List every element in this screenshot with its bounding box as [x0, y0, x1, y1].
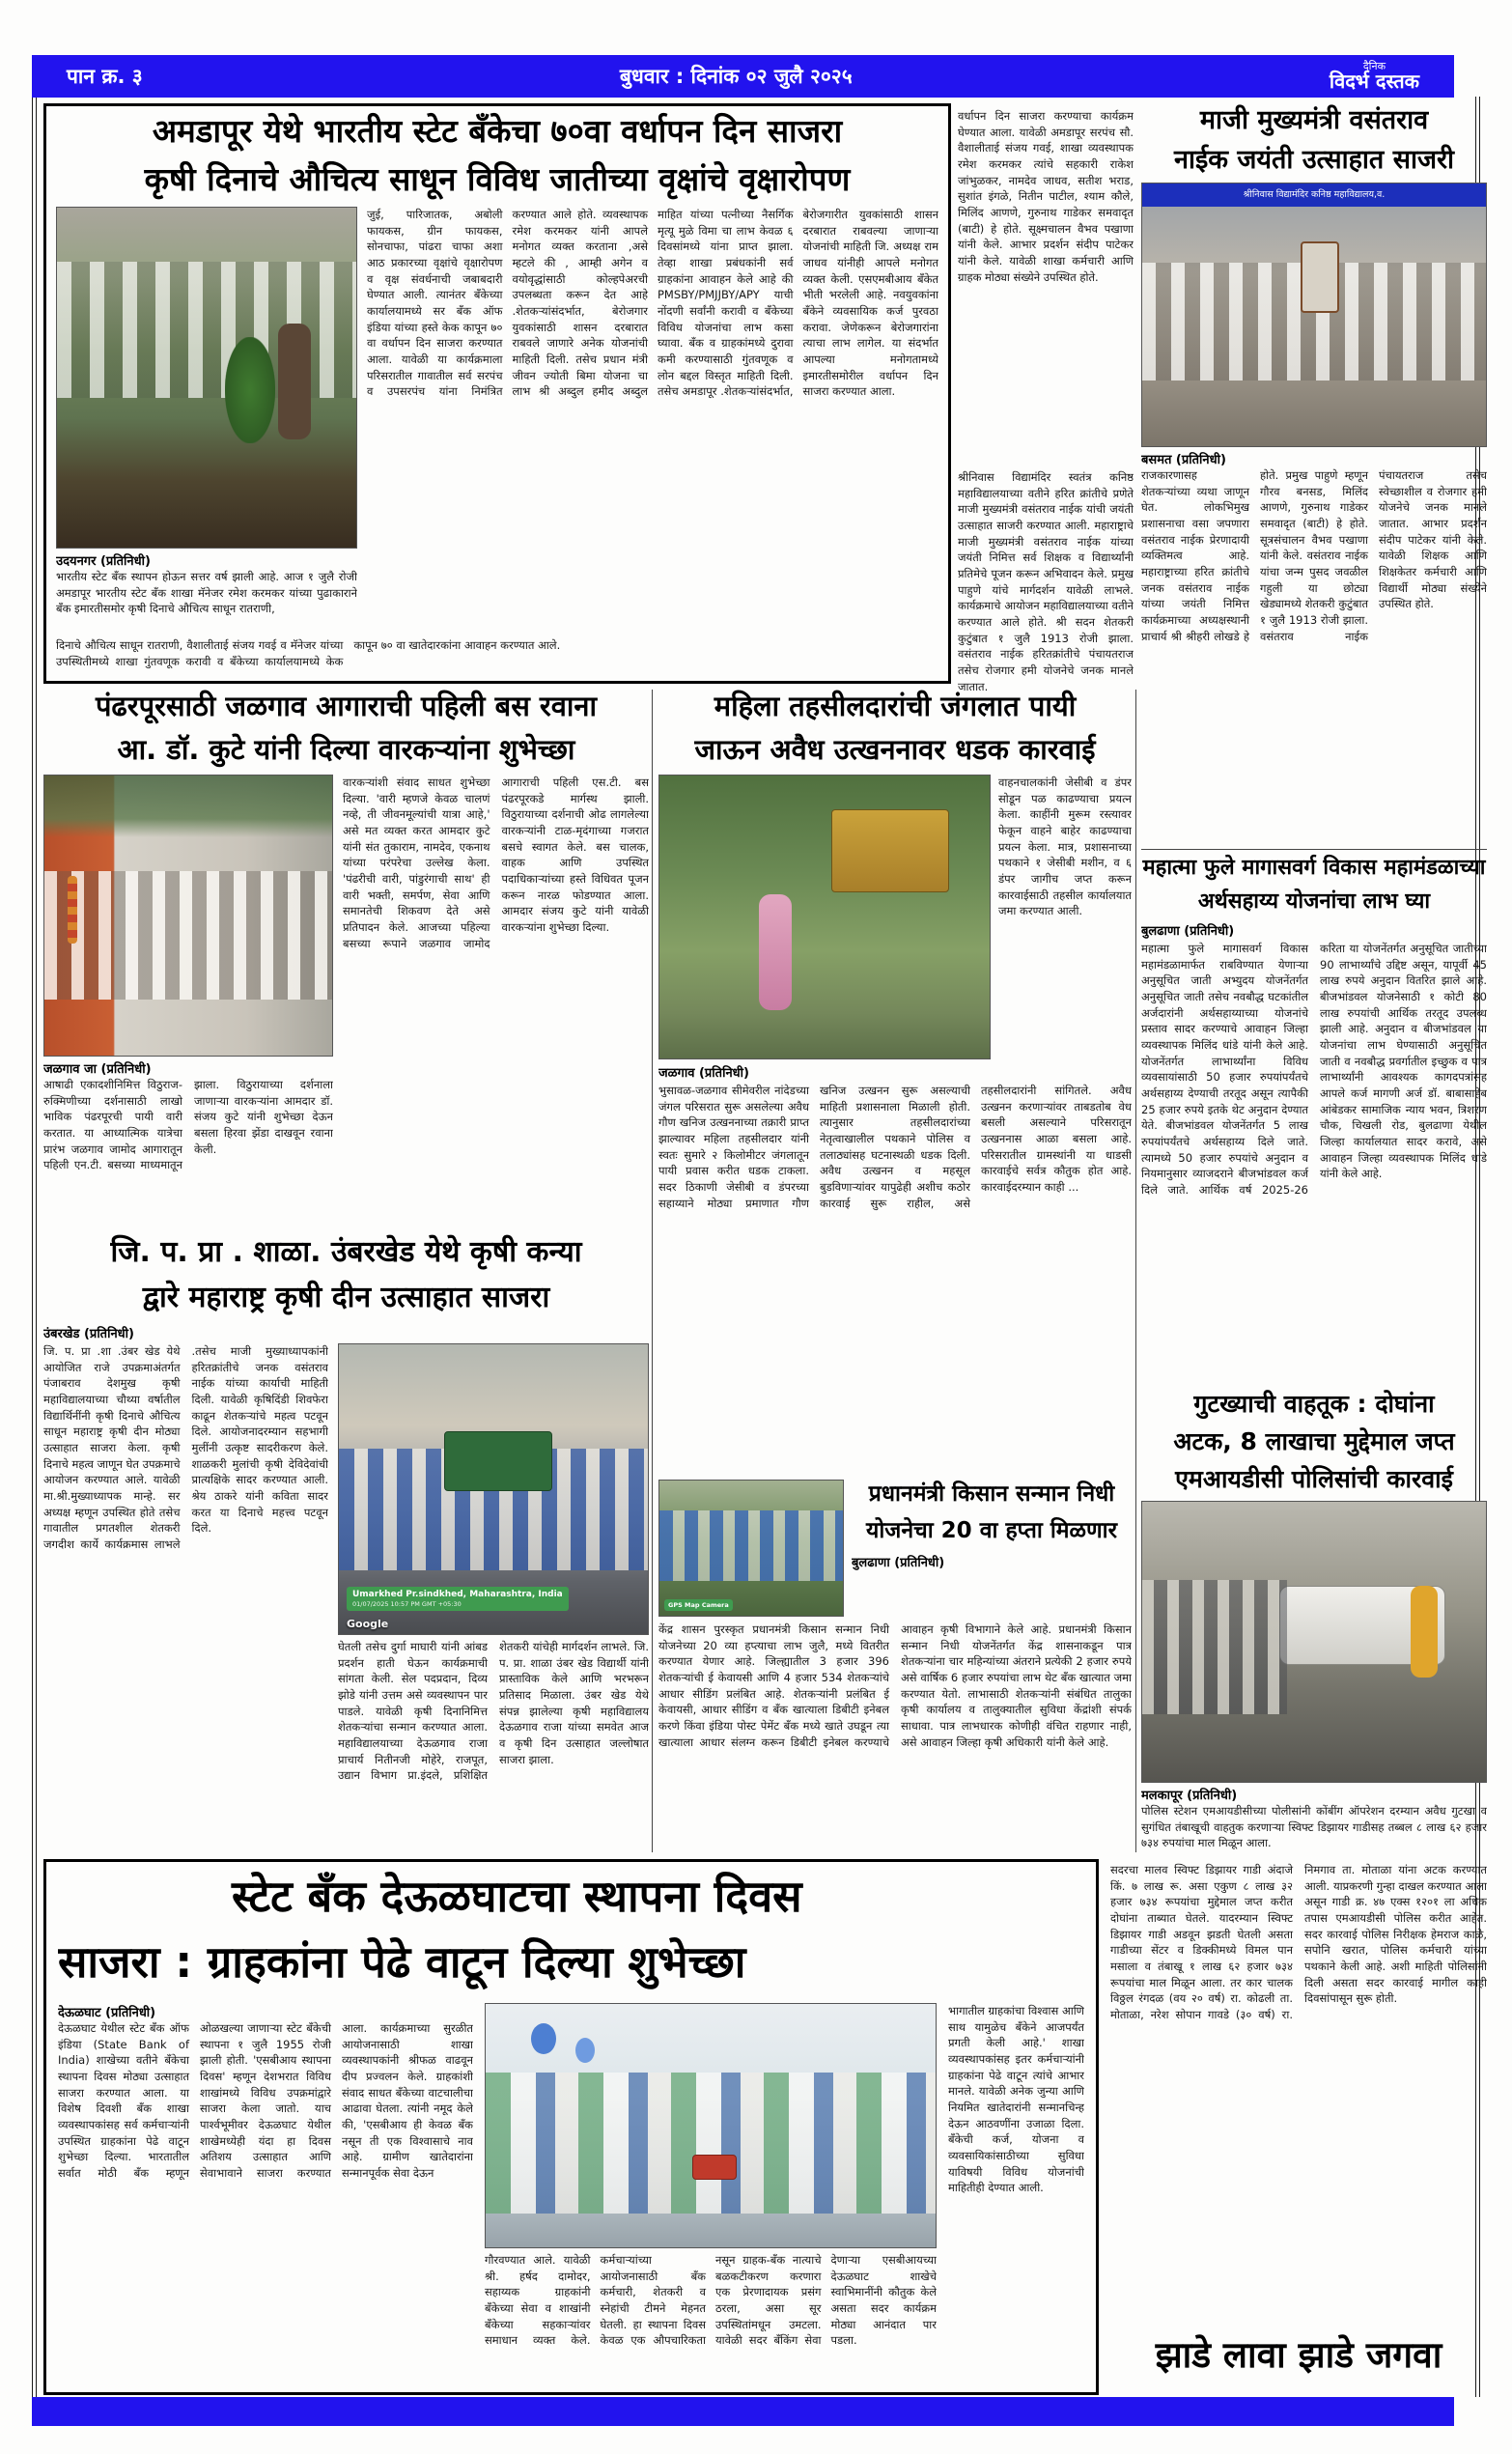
bus-dateline: जळगाव जा (प्रतिनिधी)	[43, 1062, 152, 1077]
gutkha-intro-text: पोलिस स्टेशन एमआयडीसीच्या पोलीसांनी कोंबींग ऑपरेशन दरम्यान अवैध गुटखा व सुगंधित तंबाखूची वाहतुक करणाऱ्या स्विफ्ट डिझायर गाडीसह तब्बल ८ लाख ६२ हजार ७३४ रुपयांचा माल मिळून आला.	[1141, 1804, 1487, 1850]
phule-body-columns: महात्मा फुले मागासवर्ग विकास महामंडळामार्फत राबविण्यात येणाऱ्या अनुसूचित जाती अभ्युदय योजनेंतर्गत अनुसूचित जाती तसेच नवबौद्ध घटकांतील अर्जदारांनी अर्थसहाय्याच्या योजनांचे प्रस्ताव सादर करण्याचे आवाहन जिल्हा व्यवस्थापक मिलिंद धांडे यांनी केले आहे. योजनेंतर्गत लाभार्थ्यांना विविध व्यवसायांसाठी 50 हजार रुपयांपर्यंतचे अर्थसहाय्य देण्याची तरतूद असून त्यापैकी 25 हजार रुपये इतके थेट अनुदान देण्यात येते. बीजभांडवल योजनेंतर्गत 5 लाख रुपयांपर्यंतचे अर्थसहाय्य दिले जाते. त्यामध्ये 50 हजार रुपयांचे अनुदान व नियमानुसार व्याजदराने बीजभांडवल कर्ज दिले जाते. आर्थिक वर्ष 2025-26 करिता या योजनेंतर्गत अनुसूचित जातीच्या 90 लाभार्थ्यांचे उद्दिष्ट असून, यापूर्वी 45 लाख रुपये अनुदान वितरित झाले आहे. बीजभांडवल योजनेसाठी १ कोटी 80 लाख रुपयांची आर्थिक तरतूद उपलब्ध झाली आहे. अनुदान व बीजभांडवल या योजनांचा लाभ घेण्यासाठी अनुसूचित जाती व नवबौद्ध प्रवर्गातील इच्छुक व पात्र लाभार्थ्यांनी आवश्यक कागदपत्रांसह आपले कर्ज मागणी अर्ज डॉ. बाबासाहेब आंबेडकर सामाजिक न्याय भवन, त्रिशरण चौक, चिखली रोड, बुलढाणा येथील जिल्हा कार्यालयात सादर करावे, असे आवाहन जिल्हा व्यवस्थापक मिलिंद धांडे यांनी केले आहे.	[1141, 942, 1487, 1198]
sbi-headline-2: कृषी दिनाचे औचित्य साधून विविध जातीच्या वृक्षांचे वृक्षारोपण	[144, 160, 851, 198]
photo-forest-raid	[658, 775, 991, 1059]
school-bottom-columns: घेतली तसेच दुर्गा माघारी यांनी आंबड प्रदर्शन हाती घेऊन कार्यक्रमाची सांगता केली. सेल पदप्रदान, दिव्य झोडे यांनी उत्तम असे व्यवस्थापन पार पाडले. यावेळी कृषी दिनानिमित्त शेतकऱ्यांचा सन्मान करण्यात आला. महाविद्यालयाच्या देऊळगाव राजा प्राचार्य नितीनजी मोहेरे, राजपूत, उद्यान विभाग प्रा.इंदले, प्रशिक्षित शेतकरी यांचेही मार्गदर्शन लाभले. जि. प. प्रा. शाळा उंबर खेड विद्यार्थी यांनी प्रास्ताविक केले आणि भरभरून प्रतिसाद मिळाला. उंबर खेड येथे संपन्न झालेल्या कृषी महाविद्यालय देऊळगाव राजा यांच्या समवेत आज व कृषी दिन उत्साहात जल्लोषात साजरा झाला.	[338, 1640, 649, 1783]
article-deulghat-foundation	[43, 1859, 1099, 2395]
naik-dateline: बसमत (प्रतिनिधी)	[1141, 453, 1226, 467]
gps-location-text: Umarkhed Pr.sindkhed, Maharashtra, India	[352, 1589, 563, 1599]
gutkha-continuation-columns: सदरचा मालव स्विफ्ट डिझायर गाडी अंदाजे किं. ७ लाख रू. असा एकुण ८ लाख ३२ हजार ७३४ रूपयांचा मुद्देमाल जप्त करीत दोघांना ताब्यात घेतले. यादरम्यान स्विफ्ट डिझायर गाडी अडवून झडती घेतली असता गाडीच्या सेंटर व डिक्कीमध्ये विमल पान मसाला व तंबाखू १ लाख ६२ हजार ७३४ रूपयांचा माल मिळून आला. तर कार चालक विठ्ठल रंगदळ (वय २० वर्ष) रा. कोढली ता. मोताळा, नरेश सोपान गावडे (३० वर्ष) रा. निमगाव ता. मोताळा यांना अटक करण्यात आली. याप्रकरणी गुन्हा दाखल करण्यात आला असून गाडी क्र. ४७ एक्स १२०१ ला अधिक तपास एमआयडीसी पोलिस करीत आहेत. सदर कारवाई पोलिस निरीक्षक हेमराज काळे, सपोनि खरात, पोलिस कर्मचारी यांच्या पथकाने केली आहे. अशी माहिती पोलिसांनी दिली असता सदर कारवाई मागील काही दिवसांपासून सुरू होती.	[1110, 1863, 1487, 2022]
brand-daily-label: दैनिक	[1362, 59, 1386, 72]
dumper-truck-shape	[831, 809, 949, 892]
article-school-krishi-din	[43, 1233, 649, 1851]
bus-headline-1: पंढरपूरसाठी जळगाव आगाराची पहिली बस रवाना	[95, 690, 598, 722]
tehsildar-dateline: जळगाव (प्रतिनिधी)	[658, 1066, 749, 1081]
police-figures	[1142, 1580, 1287, 1714]
article-pandharpur-bus	[43, 688, 649, 1226]
photo-bus-flagoff	[43, 775, 333, 1057]
left-page-rule	[32, 97, 37, 2397]
green-banner-shape	[444, 1431, 552, 1491]
photo-police-car	[1141, 1501, 1487, 1783]
gps-timestamp-text: 01/07/2025 10:57 PM GMT +05:30	[352, 1599, 462, 1608]
staff-figures	[486, 2073, 936, 2214]
kisan-headline-1: प्रधानमंत्री किसान सन्मान निधी	[868, 1481, 1115, 1507]
tehsildar-body-columns: भुसावळ-जळगाव सीमेवरील नांदेडच्या जंगल परिसरात सुरू असलेल्या अवैध गौण खनिज उत्खननाच्या तक्रारी प्राप्त झाल्यावर महिला तहसीलदार यांनी स्वतः सुमारे २ किलोमीटर जंगलातून पायी प्रवास करीत धडक टाकला. सदर ठिकाणी जेसीबी व डंपरच्या सहाय्याने मोठ्या प्रमाणात गौण खनिज उत्खनन सुरू असल्याची माहिती प्रशासनाला मिळाली होती. त्यानुसार तहसीलदारांच्या नेतृत्वाखालील पथकाने पोलिस व तलाठ्यांसह घटनास्थळी धडक दिली. अवैध उत्खनन व महसूल बुडविणाऱ्यांवर यापुढेही अशीच कठोर कारवाई सुरू राहील, असे तहसीलदारांनी सांगितले. अवैध उत्खनन करणाऱ्यांवर ताबडतोब वेध बसली असल्याने परिसरातून उत्खननास आळा बसला आहे. परिसरातील ग्रामस्थांनी या धाडसी कारवाईचे सर्वत्र कौतुक होत आहे. कारवाईदरम्यान काही ...	[658, 1084, 1132, 1210]
balloon-shape-2	[575, 2038, 595, 2063]
sbi-dateline: उदयनगर (प्रतिनिधी)	[56, 554, 151, 569]
photo-bank-sweets	[485, 2003, 937, 2248]
sweet-box-shape	[692, 2155, 737, 2180]
photo-farm-group	[658, 1480, 844, 1617]
sbi-underphoto-text: भारतीय स्टेट बँक स्थापन होऊन सत्तर वर्ष झाली आहे. आज १ जुलै रोजी अमडापूर भारतीय स्टेट बँक शाखा मॅनेजर रमेश करमकर यांच्या पुढाकाराने बँक इमारतीसमोर कृषी दिनाचे औचित्य साधून रातराणी,	[56, 570, 357, 616]
article-gutkha-seizure	[1141, 1388, 1487, 1852]
brand-name: विदर्भ दस्तक	[1329, 70, 1419, 94]
photo-school-event	[338, 1343, 649, 1635]
college-banner: श्रीनिवास विद्यामंदिर कनिष्ठ महाविद्यालय,व.	[1142, 183, 1486, 207]
sbi-bottom-columns: दिनाचे औचित्य साधून रातराणी, वैशालीताई संजय गवई व मॅनेजर यांच्या उपस्थितीमध्ये शाखा गुंतवणूक करावी व बँकेच्या कार्यालयामध्ये केक कापून ७० वा खातेदारकांना आवाहन करण्यात आले.	[56, 638, 561, 668]
blue-shirt-figures	[659, 1510, 843, 1581]
gps-overlay	[347, 1587, 569, 1611]
phule-dateline: बुलढाणा (प्रतिनिधी)	[1141, 924, 1235, 939]
masthead-bar	[32, 55, 1454, 98]
google-watermark: Google	[347, 1618, 389, 1630]
sbi-continuation-column: वर्धापन दिन साजरा करण्याचा कार्यक्रम घेण्यात आला. यावेळी अमडापूर सरपंच सौ. वैशालीताई संजय गवई, शाखा व्यवस्थापक रमेश करमकर त्यांचे सहकारी राकेश जांभुळकर, नामदेव जाधव, सतीश भराड, सुशांत इंगळे, नितीन पाटील, श्याम कौले, मिलिंद आणणे, गुरुनाथ गाडेकर समवादृत (बाटी) हे होते. सूक्ष्मचालन वैभव पखाणा यांनी केले. आभार प्रदर्शन संदीप पाटेकर यांनी केले. यावेळी शाखा कर्मचारी आणि ग्राहक मोठ्या संख्येने उपस्थित होते.	[958, 109, 1134, 284]
bus-underphoto-text: आषाढी एकादशीनिमित्त विठुराज-रुक्मिणीच्या दर्शनासाठी लाखो भाविक पंढरपूरची पायी वारी करतात. या आध्यात्मिक यात्रेचा प्रारंभ जळगाव जामोद आगारातून पहिली एन.टी. बसच्या माध्यमातून झाला. विठुरायाच्या दर्शनाला जाणाऱ्या वारकऱ्यांना आमदार डॉ. संजय कुटे यांनी शुभेच्छा देऊन बसला हिरवा झेंडा दाखवून रवाना केली.	[43, 1078, 333, 1172]
slogan-plant-trees: झाडे लावा झाडे जगवा	[1155, 2334, 1442, 2376]
page-number: पान क्र. ३	[67, 65, 143, 88]
gutkha-headline-3: एमआयडीसी पोलिसांची कारवाई	[1175, 1465, 1453, 1493]
tehsildar-headline-1: महिला तहसीलदारांची जंगलात पायी	[714, 690, 1077, 722]
bus-body-columns: वारकऱ्यांशी संवाद साधत शुभेच्छा दिल्या. 'वारी म्हणजे केवळ चालणं नव्हे, ती जीवनमूल्यांची यात्रा आहे,' असे मत व्यक्त करत आमदार कुटे यांनी संत तुकाराम, नामदेव, एकनाथ यांच्या परंपरेचा उल्लेख केला. 'पंढरीची वारी, पांडुरंगाची साथ' ही वारी भक्ती, समर्पण, सेवा आणि समानतेची शिकवण देते असे प्रतिपादन केले. आजच्या पहिल्या बसच्या रूपाने जळगाव जामोद आगाराची पहिली एस.टी. बस पंढरपूरकडे मार्गस्थ झाली. विठुरायाच्या दर्शनाची ओढ लागलेल्या वारकऱ्यांनी टाळ-मृदंगाच्या गजरात बसचे स्वागत केले. बस चालक, वाहक आणि उपस्थित पदाधिकाऱ्यांच्या हस्ते विधिवत पूजन करून नारळ फोडण्यात आला. आमदार संजय कुटे यांनी यावेळी वारकऱ्यांना शुभेच्छा दिल्या.	[343, 776, 649, 950]
school-headline-2: द्वारे महाराष्ट्र कृषी दीन उत्साहात साजरा	[142, 1281, 550, 1314]
gutkha-headline-1: गुटख्याची वाहतूक : दोघांना	[1193, 1390, 1435, 1418]
divider	[1141, 849, 1487, 850]
naik-headline-2: नाईक जयंती उत्साहात साजरी	[1173, 145, 1455, 175]
deulghat-bottom-columns: गौरवण्यात आले. यावेळी श्री. हर्षद दामोदर, सहाय्यक ग्राहकांनी बँकेच्या सेवा व शाखांनी बँकेच्या सहकाऱ्यांवर समाधान व्यक्त केले. कर्मचाऱ्यांच्या आयोजनासाठी बँक कर्मचारी, शेतकरी व स्नेहांची टीमने मेहनत घेतली. हा स्थापना दिवस केवळ एक औपचारिकता नसून ग्राहक-बँक नात्याचे बळकटीकरण करणारा एक प्रेरणादायक प्रसंग ठरला, असा सूर उपस्थितांमधून उमटला. यावेळी सदर बँकिंग सेवा देणाऱ्या एसबीआयच्या देऊळघाट शाखेचे स्वाभिमानींनी कौतुक केले असता सदर कार्यक्रम मोठ्या आनंदात पार पडला.	[485, 2253, 937, 2348]
portrait-chair-shape	[1301, 241, 1339, 313]
gps-camera-text: GPS Map Camera	[668, 1600, 729, 1609]
kisan-dateline: बुलढाणा (प्रतिनिधी)	[852, 1556, 945, 1570]
deulghat-left-columns: देऊळघाट येथील स्टेट बँक ऑफ इंडिया (State Bank of India) शाखेच्या वतीने बँकेचा स्थापना दिवस मोठ्या उत्साहात साजरा करण्यात आला. या विशेष दिवशी बँक शाखा व्यवस्थापकांसह सर्व कर्मचाऱ्यांनी उपस्थित ग्राहकांना पेढे वाटून शुभेच्छा दिल्या. भारतातील सर्वात मोठी बँक म्हणून ओळखल्या जाणाऱ्या स्टेट बँकेची स्थापना १ जुलै 1955 रोजी झाली होती. 'एसबीआय स्थापना दिवस' म्हणून देशभरात विविध शाखांमध्ये विविध उपक्रमांद्वारे साजरा केला जातो. याच पार्श्वभूमीवर देऊळघाट येथील शाखेमध्येही यंदा हा दिवस अतिशय उत्साहात आणि सेवाभावाने साजरा करण्यात आला. कार्यक्रमाच्या सुरळीत आयोजनासाठी शाखा व्यवस्थापकांनी श्रीफळ वाढवून दीप प्रज्वलन केले. ग्राहकांशी संवाद साधत बँकेच्या वाटचालीचा आढावा घेतला. त्यांनी नमूद केले की, 'एसबीआय ही केवळ बँक नसून ती एक विश्वासाचे नाव आहे. ग्रामीण खातेदारांना सन्मानपूर्वक सेवा देऊन	[58, 2021, 473, 2181]
crowd-figures	[44, 871, 332, 1000]
crowd-figures	[57, 262, 356, 398]
garland-shape	[68, 876, 77, 944]
yellow-shirt-figure	[1411, 1586, 1438, 1678]
deulghat-headline-1: स्टेट बँक देऊळघाटचा स्थापना दिवस	[232, 1871, 802, 1922]
kisan-headline-2: योजनेचा 20 वा हप्ता मिळणार	[865, 1518, 1118, 1543]
sapling-shape	[225, 337, 275, 443]
deulghat-right-column: भागातील ग्राहकांचा विश्वास आणि साथ यामुळेच बँकेने आजपर्यंत प्रगती केली आहे.' शाखा व्यवस्थापकांसह इतर कर्मचाऱ्यांनी ग्राहकांना पेढे वाटून त्यांचे आभार मानले. यावेळी अनेक जुन्या आणि नियमित खातेदारांनी सन्मानचिन्ह देऊन आठवणींना उजाळा दिला. बँकेची कर्ज, योजना व व्यवसायिकांसाठीच्या सुविधा याविषयी विविध योजनांची माहितीही देण्यात आली.	[948, 2004, 1084, 2195]
woman-pink-saree-shape	[759, 894, 792, 1010]
phule-headline-1: महात्मा फुले मागासवर्ग विकास महामंडळाच्या	[1142, 856, 1486, 880]
photo-naik-group	[1141, 183, 1487, 447]
divider	[652, 690, 653, 1852]
edition-date: बुधवार : दिनांक ०२ जुलै २०२५	[619, 65, 853, 88]
saree-figure-shape	[278, 324, 311, 439]
phule-headline-2: अर्थसहाय्य योजनांचा लाभ घ्या	[1197, 889, 1431, 914]
article-naik-jayanti	[1141, 103, 1487, 847]
article-pm-kisan	[658, 1480, 1132, 1852]
tehsildar-side-column: वाहनचालकांनी जेसीबी व डंपर सोडून पळ काढण्याचा प्रयत्न केला. काहींनी मुरूम रस्त्यावर फेकून वाहने बाहेर काढण्याचा प्रयत्न केला. मात्र, प्रशासनाच्या पथकाने १ जेसीबी मशीन, व ६ डंपर जागीच जप्त करून कारवाईसाठी तहसील कार्यालयात जमा करण्यात आली.	[998, 776, 1132, 918]
sbi-headline-1: अमडापूर येथे भारतीय स्टेट बँकेचा ७०वा वर्धापन दिन साजरा	[152, 112, 843, 150]
naik-headline-1: माजी मुख्यमंत्री वसंतराव	[1199, 105, 1429, 135]
naik-body-columns: राजकारणासह शेतकऱ्यांच्या व्यथा जाणून घेत. लोकभिमुख प्रशासनाचा वसा जपणारा वसंतराव नाईक प्रेरणादायी व्यक्तिमत्व आहे. महाराष्ट्राच्या हरित क्रांतीचे जनक वसंतराव नाईक यांच्या जयंती निमित्त कार्यक्रमाच्या अध्यक्षस्थानी प्राचार्य श्री श्रीहरी लोखडे हे होते. प्रमुख पाहुणे म्हणून गौरव बनसड, मिलिंद आणणे, गुरुनाथ गाडेकर समवादृत (बाटी) हे होते. सूत्रसंचालन वैभव पखाणा यांनी केले. वसंतराव नाईक यांचा जन्म पुसद जवळील गहुली या छोट्या खेड्यामध्ये शेतकरी कुटुंबात १ जुलै 1913 रोजी झाला. वसंतराव नाईक पंचायतराज तसेच स्वेच्छाशील व रोजगार हमी योजनेचे जनक मानले जातात. आभार प्रदर्शन संदीप पाटेकर यांनी केले. यावेळी शिक्षक आणि शिक्षकेतर कर्मचारी आणि विद्यार्थी मोठ्या संख्येने उपस्थित होते.	[1141, 468, 1487, 643]
deulghat-headline-2: साजरा : ग्राहकांना पेढे वाटून दिल्या शुभेच्छा	[58, 1936, 746, 1988]
kisan-body-columns: केंद्र शासन पुरस्कृत प्रधानमंत्री किसान सन्मान निधी योजनेच्या 20 व्या हप्त्याचा लाभ जुलै, मध्ये वितरीत करण्यात येणार आहे. जिल्ह्यातील 3 हजार 396 शेतकऱ्यांची ई केवायसी आणि 4 हजार 534 शेतकऱ्यांचे आधार सीडिंग प्रलंबित आहे. शेतकऱ्यांनी प्रलंबित ई केवायसी, आधार सीडिंग व बँक खात्याला डिबीटी इनेबल करणे किंवा इंडिया पोस्ट पेमेंट बँक मध्ये खाते उघडून त्या खात्याला आधार संलग्न करून डिबीटी इनेबल करण्याचे आवाहन कृषी विभागाने केले आहे. प्रधानमंत्री किसान सन्मान निधी योजनेंतर्गत केंद्र शासनाकडून पात्र शेतकऱ्यांना चार महिन्यांच्या अंतराने प्रत्येकी 2 हजार रुपये असे वार्षिक 6 हजार रुपयांचा लाभ थेट बँक खात्यात जमा करण्यात येतो. लाभासाठी शेतकऱ्यांनी संबंधित तालुका कृषी कार्यालय व तालुक्यातील सुविधा केंद्रांशी संपर्क साधावा. पात्र लाभधारक कोणीही वंचित राहणार नाही, असे आवाहन जिल्हा कृषी अधिकारी यांनी केले आहे.	[658, 1622, 1132, 1749]
article-tehsildar-raid	[658, 688, 1132, 1472]
gutkha-dateline: मलकापूर (प्रतिनिधी)	[1141, 1789, 1238, 1803]
bus-headline-2: आ. डॉ. कुटे यांनी दिल्या वारकऱ्यांना शुभेच्छा	[117, 733, 575, 766]
naik-lead-column: श्रीनिवास विद्यामंदिर स्वतंत्र कनिष्ठ महाविद्यालयाच्या वतीने हरित क्रांतीचे प्रणेते माजी मुख्यमंत्री वसंतराव नाईक यांची जयंती उत्साहात साजरी करण्यात आली. महाराष्ट्राचे माजी मुख्यमंत्री वसंतराव नाईक यांच्या जयंती निमित्त सर्व शिक्षक व विद्यार्थ्यांनी प्रतिमेचे पूजन करून अभिवादन केले. प्रमुख पाहुणे यांचे मार्गदर्शन यावेळी लाभले. कार्यक्रमाचे आयोजन महाविद्यालयाच्या वतीने करण्यात आले होते. श्री सदन शेतकरी कुटुंबात १ जुलै 1913 रोजी झाला. वसंतराव नाईक हरितक्रांतीचे पंचायतराज तसेच रोजगार हमी योजनेचे जनक मानले जातात.	[958, 470, 1134, 693]
trees-shape	[44, 776, 332, 837]
divider	[1135, 690, 1136, 1852]
tehsildar-headline-2: जाऊन अवैध उत्खननावर धडक कारवाई	[694, 733, 1096, 766]
deulghat-dateline: देऊळघाट (प्रतिनिधी)	[58, 2006, 156, 2020]
gutkha-headline-2: अटक, 8 लाखाचा मुद्देमाल जप्त	[1173, 1427, 1455, 1455]
sbi-body-columns: जुई, पारिजातक, अबोली फायकस, ग्रीन फायकस, सोनचाफा, पांढरा चाफा अशा आठ प्रकारच्या वृक्षांचे वृक्षारोपण व वृक्ष संवर्धनाची जबाबदारी घेण्यात आली. त्यानंतर बँकेच्या कार्यालयामध्ये सर बँक ऑफ इंडिया यांच्या हस्ते केक कापून ७० वा वर्धापन दिन साजरा करण्यात आला. यावेळी या कार्यक्रमाला परिसरातील गावातील सर्व सरपंच व उपसरपंच यांना निमंत्रित करण्यात आले होते. व्यवस्थापक रमेश करमकर यांनी आपले मनोगत व्यक्त करताना ,असे म्हटले की , आम्ही अगेन व वयोवृद्धांसाठी कोल्हपेअरची उपलब्धता करून देत आहे .शेतकऱ्यांसंदर्भात, बेरोजगार युवकांसाठी शासन दरबारात राबवले जाणारे अनेक योजनांची माहिती दिली. तसेच प्रधान मंत्री जीवन ज्योती बिमा योजना चा लाभ श्री अब्दुल हमीद अब्दुल माहित यांच्या पत्नीच्या नैसर्गिक मृत्यू मुळे विमा चा लाभ केवळ ६ दिवसांमध्ये यांना प्राप्त झाला. तेव्हा शाखा प्रबंधकांनी सर्व ग्राहकांना आवाहन केले आहे की PMSBY/PMJJBY/APY याची नोंदणी सर्वांनी करावी व बँकेच्या विविध योजनांचा लाभ कसा घ्यावा. बँक व ग्राहकांमध्ये दुरावा कमी करण्यासाठी गुंतवणूक व लोन बद्दल विस्तृत माहिती दिली. तसेच अमडापूर .शेतकऱ्यांसंदर्भात, बेरोजगारीत युवकांसाठी शासन दरबारात राबवल्या जाणाऱ्या योजनांची माहिती जि. अध्यक्ष राम जाधव यांनीही आपले मनोगत व्यक्त केली. एसएमबीआय बँकेत भीती भरलेली आहे. नवयुवकांना बँकेने व्यवसायिक कर्ज पुरवठा करावा. जेणेकरून बेरोजगारांना त्याचा लाभ लागेल. या संदर्भात आपल्या मनोगतामध्ये इमारतीसमोरील वर्धापन दिन साजरा करण्यात आला.	[367, 208, 938, 399]
brand-logo	[1330, 61, 1419, 93]
photo-tree-plantation	[56, 207, 357, 549]
article-phule-schemes	[1141, 854, 1487, 1381]
school-headline-1: जि. प. प्रा . शाळा. उंबरखेड येथे कृषी कन्या	[110, 1235, 582, 1269]
school-left-columns: जि. प. प्रा .शा .उंबर खेड येथे आयोजित राजे उपक्रमाअंतर्गत पंजाबराव देशमुख कृषी महाविद्यालयाच्या चौथ्या वर्षातील विद्यार्थिनींनी कृषी दिनाचे औचित्य साधून महाराष्ट्र कृषी दीन मोठ्या उत्साहात साजरा केला. कृषी दिनाचे महत्व जाणून घेत उपक्रमाचे आयोजन करण्यात आले. यावेळी मा.श्री.मुख्याध्यापक मान्हे. सर अध्यक्ष म्हणून उपस्थित होते तसेच गावातील प्रगतशील शेतकरी जगदीश कार्ये कार्यक्रमास लाभले .तसेच माजी मुख्याध्यापकांनी हरितक्रांतीचे जनक वसंतराव नाईक यांच्या कार्याची माहिती दिली. यावेळी कृषिदिंडी शिवफेरा काढून शेतकऱ्यांचे महत्व पटवून दिले. आयोजनादरम्यान सहभागी मुलींनी उत्कृष्ट सादरीकरण केले. शाळकरी मुलांची कृषी देविदेवांची प्रात्यक्षिके सादर करण्यात आली. श्रेय ठाकरे यांनी कविता सादर करत या दिनाचे महत्त्व पटवून दिले.	[43, 1344, 328, 1552]
balloon-shape	[531, 2023, 556, 2054]
school-dateline: उंबरखेड (प्रतिनिधी)	[43, 1327, 134, 1341]
footer-bar	[32, 2397, 1454, 2426]
gps-badge-small	[664, 1599, 733, 1611]
article-sbi-anniversary	[43, 103, 951, 684]
